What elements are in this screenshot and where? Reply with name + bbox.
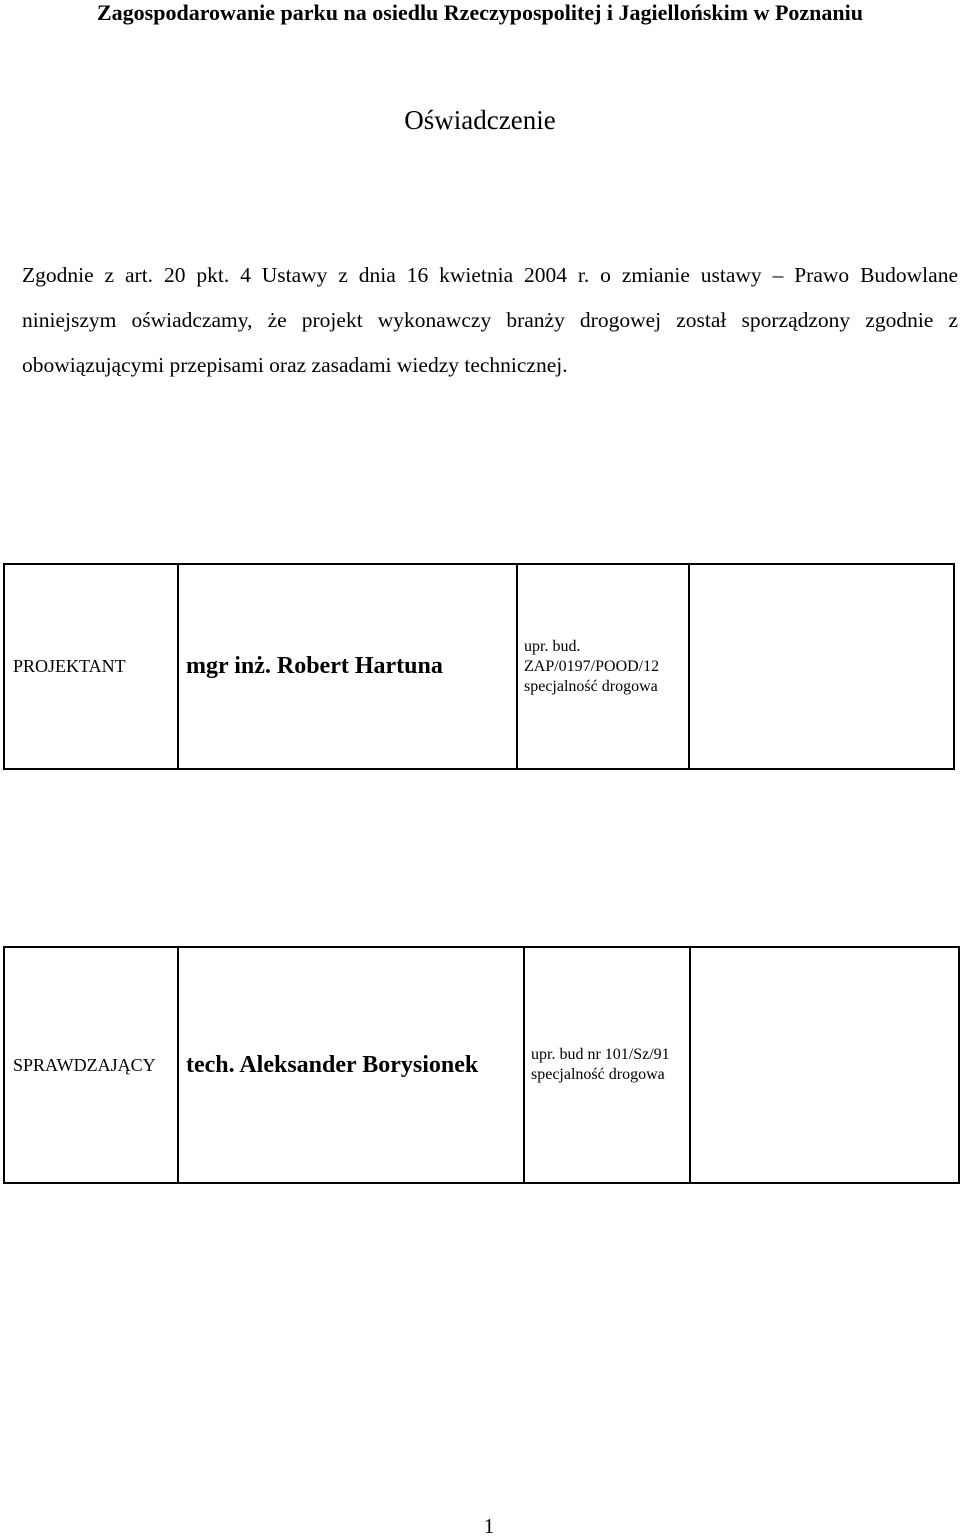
- license-line: [524, 637, 684, 657]
- page-number: 1: [483, 1514, 495, 1538]
- license-prefix: upr.: [524, 637, 549, 655]
- license-specialty: specjalność drogowa: [531, 1066, 665, 1083]
- designer-role-cell: PROJEKTANT: [4, 564, 178, 769]
- reviewer-signature-cell: [690, 947, 959, 1183]
- license-number: upr. bud nr 101/Sz/91: [531, 1046, 670, 1063]
- license-type: bud.: [552, 637, 581, 655]
- designer-signature-table: [3, 563, 955, 770]
- designer-signature-cell: [689, 564, 954, 769]
- table-row: [4, 564, 954, 769]
- license-number: ZAP/0197/POOD/12: [524, 657, 660, 675]
- designer-license-cell: [517, 564, 689, 769]
- document-title: Oświadczenie: [404, 105, 556, 135]
- reviewer-signature-table: [3, 946, 960, 1184]
- statement-paragraph: Zgodnie z art. 20 pkt. 4 Ustawy z dnia 16 kwietnia 2004 r. o zmianie ustawy – Prawo Budowlane niniejszym oświadczamy, że projekt wykonawczy branży drogowej został sporządzony zgodnie z obowiązującymi przepisami oraz zasadami wiedzy technicznej.: [22, 263, 958, 377]
- designer-name-cell: mgr inż. Robert Hartuna: [178, 564, 517, 769]
- table-row: [4, 947, 959, 1183]
- reviewer-role-cell: SPRAWDZAJĄCY: [4, 947, 178, 1183]
- reviewer-name-cell: tech. Aleksander Borysionek: [178, 947, 524, 1183]
- license-specialty: specjalność drogowa: [524, 677, 658, 695]
- reviewer-license-cell: [524, 947, 690, 1183]
- document-header-title: Zagospodarowanie parku na osiedlu Rzeczypospolitej i Jagiellońskim w Poznaniu: [96, 0, 863, 25]
